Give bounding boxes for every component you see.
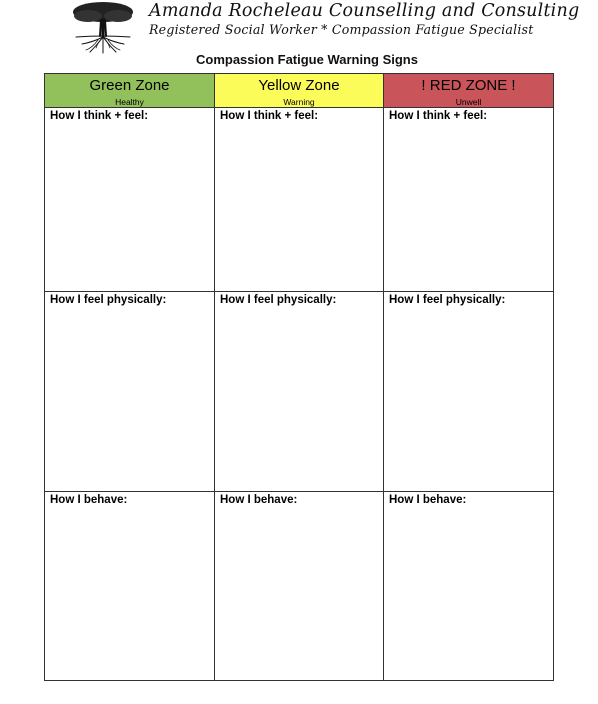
zone-status: Healthy bbox=[115, 97, 144, 107]
cell-label: How I feel physically: bbox=[389, 294, 506, 306]
zone-header-row bbox=[45, 74, 554, 108]
cell-label: How I feel physically: bbox=[220, 294, 337, 306]
cell-label: How I think + feel: bbox=[50, 110, 149, 122]
cell-yellow-behave[interactable] bbox=[215, 492, 384, 681]
cell-label: How I think + feel: bbox=[389, 110, 488, 122]
cell-green-physically[interactable] bbox=[45, 292, 215, 492]
cell-yellow-think-feel[interactable] bbox=[215, 108, 384, 292]
cell-label: How I behave: bbox=[220, 494, 298, 506]
warning-signs-table bbox=[44, 73, 554, 681]
cell-red-think-feel[interactable] bbox=[384, 108, 554, 292]
zone-header-yellow bbox=[215, 74, 384, 108]
document-title: Compassion Fatigue Warning Signs bbox=[196, 52, 418, 67]
cell-label: How I behave: bbox=[50, 494, 128, 506]
table-row-feel-physically bbox=[45, 292, 554, 492]
cell-yellow-physically[interactable] bbox=[215, 292, 384, 492]
cell-label: How I behave: bbox=[389, 494, 467, 506]
cell-label: How I feel physically: bbox=[50, 294, 167, 306]
zone-title: ! RED ZONE ! bbox=[421, 77, 516, 94]
zone-header-green bbox=[45, 74, 215, 108]
cell-red-behave[interactable] bbox=[384, 492, 554, 681]
organization-subtitle: Registered Social Worker * Compassion Fatigue Specialist bbox=[149, 22, 534, 37]
cell-green-think-feel[interactable] bbox=[45, 108, 215, 292]
zone-title: Yellow Zone bbox=[258, 77, 340, 94]
organization-name: Amanda Rocheleau Counselling and Consulting bbox=[149, 1, 580, 21]
page-header bbox=[0, 0, 598, 56]
zone-status: Unwell bbox=[455, 97, 482, 107]
table-row-behave bbox=[45, 492, 554, 681]
table-row-think-feel bbox=[45, 108, 554, 292]
zone-status: Warning bbox=[283, 97, 315, 107]
zone-title: Green Zone bbox=[89, 77, 170, 94]
tree-logo-icon bbox=[68, 0, 138, 54]
cell-label: How I think + feel: bbox=[220, 110, 319, 122]
cell-green-behave[interactable] bbox=[45, 492, 215, 681]
cell-red-physically[interactable] bbox=[384, 292, 554, 492]
zone-header-red bbox=[384, 74, 554, 108]
